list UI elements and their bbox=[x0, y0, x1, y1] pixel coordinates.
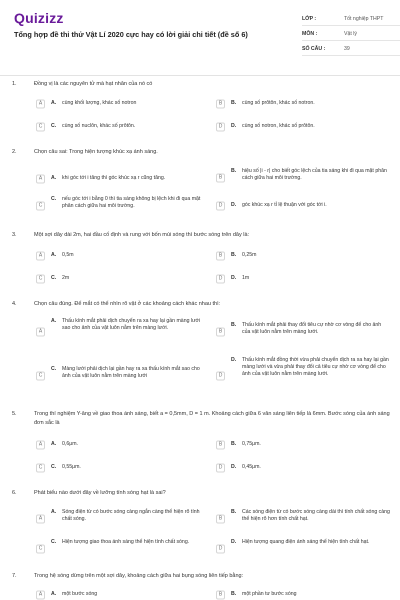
option-text: khi góc tới i tăng thì góc khúc xạ r cũng tăng. bbox=[62, 175, 166, 181]
option-letter-box: D bbox=[216, 275, 225, 284]
option-text: 0,25m bbox=[242, 252, 257, 258]
option-letter-box: B bbox=[216, 252, 225, 261]
question-2 bbox=[12, 148, 392, 209]
question-header bbox=[12, 300, 392, 309]
option-label: D. bbox=[231, 357, 237, 363]
option-a[interactable] bbox=[36, 440, 206, 450]
option-letter-box: B bbox=[216, 591, 225, 600]
option-text: Thấu kính mắt phải thay đổi tiêu cự nhờ cơ vòng để cho ảnh của vật luôn nằm trên màng lưới. bbox=[242, 322, 382, 335]
option-label: B. bbox=[231, 322, 237, 328]
option-text: hiệu số |i - r| cho biết góc lệch của tia sáng khi đi qua mặt phân cách giữa hai môi trường. bbox=[242, 168, 387, 181]
option-letter-box: C bbox=[36, 545, 45, 554]
question-text: Phát biểu nào dưới đây về lưỡng tính sóng hạt là sai? bbox=[34, 490, 166, 496]
option-a[interactable] bbox=[36, 590, 206, 600]
question-4 bbox=[12, 300, 392, 379]
option-letter-box: B bbox=[216, 328, 225, 337]
option-text: nếu góc tới i bằng 0 thì tia sáng không bị lệch khi đi qua mặt phân cách giữa hai môi trường. bbox=[62, 196, 201, 209]
option-text: cùng khối lượng, khác số notron bbox=[62, 100, 137, 106]
question-7 bbox=[12, 572, 392, 598]
question-number: 2. bbox=[12, 149, 17, 155]
option-label: D. bbox=[231, 202, 237, 208]
document-title: Tổng hợp đề thi thử Vật Lí 2020 cực hay có lời giải chi tiết (đề số 6) bbox=[14, 30, 248, 39]
question-number: 5. bbox=[12, 411, 17, 417]
option-b[interactable] bbox=[216, 99, 390, 109]
meta-value: 39 bbox=[344, 46, 350, 52]
option-text: Thấu kính mắt đồng thời vừa phải chuyển dịch ra xa hay lại gần màng lưới và vừa phải thay đổi cả tiêu cự nhờ cơ vòng để cho ảnh của vật luôn nằm trên màng lưới. bbox=[242, 357, 389, 377]
option-a[interactable] bbox=[36, 318, 206, 346]
option-letter-box: C bbox=[36, 464, 45, 473]
option-label: A. bbox=[51, 318, 57, 324]
option-label: B. bbox=[231, 509, 237, 515]
option-text: 0,6μm. bbox=[62, 441, 78, 447]
option-c[interactable] bbox=[36, 196, 206, 216]
question-3 bbox=[12, 231, 392, 282]
option-c[interactable] bbox=[36, 274, 206, 284]
question-text: Trong hệ sóng dừng trên một sợi dây, khoảng cách giữa hai bụng sóng liên tiếp bằng: bbox=[34, 573, 244, 579]
meta-label: MÔN : bbox=[302, 31, 318, 37]
option-a[interactable] bbox=[36, 251, 206, 261]
option-letter-box: D bbox=[216, 464, 225, 473]
meta-label: LỚP : bbox=[302, 16, 317, 22]
option-letter-box: C bbox=[36, 202, 45, 211]
header-divider bbox=[0, 75, 400, 76]
option-label: D. bbox=[231, 539, 237, 545]
option-d[interactable] bbox=[216, 200, 390, 212]
question-header bbox=[12, 231, 392, 240]
option-label: D. bbox=[231, 123, 237, 129]
option-a[interactable] bbox=[36, 172, 206, 186]
option-b[interactable] bbox=[216, 168, 390, 188]
option-label: A. bbox=[51, 591, 57, 597]
question-header bbox=[12, 80, 392, 89]
option-text: cùng số prôtôn, khác số notron. bbox=[242, 100, 315, 106]
option-label: A. bbox=[51, 509, 57, 515]
question-header bbox=[12, 572, 392, 581]
option-letter-box: B bbox=[216, 441, 225, 450]
option-label: A. bbox=[51, 100, 57, 106]
option-text: góc khúc xạ r tỉ lệ thuận với góc tới i. bbox=[242, 202, 327, 208]
option-label: B. bbox=[231, 100, 237, 106]
option-label: B. bbox=[231, 168, 237, 174]
option-b[interactable] bbox=[216, 251, 390, 261]
question-text: Đồng vị là các nguyên tử mà hạt nhân của nó có bbox=[34, 81, 153, 87]
option-label: D. bbox=[231, 464, 237, 470]
option-letter-box: D bbox=[216, 372, 225, 381]
option-d[interactable] bbox=[216, 539, 390, 559]
question-number: 7. bbox=[12, 573, 17, 579]
option-d[interactable] bbox=[216, 274, 390, 284]
option-letter-box: C bbox=[36, 275, 45, 284]
option-c[interactable] bbox=[36, 122, 206, 132]
option-text: 1m bbox=[242, 275, 250, 281]
option-text: 0,45μm. bbox=[242, 464, 261, 470]
option-text: một phần tư bước sóng bbox=[242, 591, 297, 597]
option-letter-box: B bbox=[216, 515, 225, 524]
option-letter-box: B bbox=[216, 174, 225, 183]
option-c[interactable] bbox=[36, 463, 206, 473]
option-text: một bước sóng bbox=[62, 591, 98, 597]
question-header bbox=[12, 148, 392, 157]
option-a[interactable] bbox=[36, 509, 206, 529]
option-label: C. bbox=[51, 123, 57, 129]
question-5 bbox=[12, 410, 392, 471]
meta-value: Tốt nghiệp THPT bbox=[344, 16, 384, 22]
question-6 bbox=[12, 489, 392, 552]
option-label: C. bbox=[51, 196, 57, 202]
option-label: A. bbox=[51, 175, 57, 181]
option-letter-box: A bbox=[36, 515, 45, 524]
quizizz-logo: Quizizz bbox=[14, 10, 64, 26]
option-text: Thấu kính mắt phải dịch chuyển ra xa hay lại gần màng lưới sao cho ảnh của vật luôn nằm trên màng lưới. bbox=[62, 318, 201, 331]
question-text: Trong thí nghiệm Y-âng về giao thoa ánh sáng, biết a = 0,5mm, D = 1 m. Khoảng cách giữa 6 vân sáng liên tiếp là 6mm. Bước sóng của ánh sáng đơn sắc là bbox=[34, 411, 390, 426]
option-text: Hiện tượng giao thoa ánh sáng thể hiện tính chất sóng. bbox=[62, 539, 190, 545]
question-text: Chọn câu đúng. Để mắt có thể nhìn rõ vật ở các khoảng cách khác nhau thì: bbox=[34, 301, 221, 307]
option-a[interactable] bbox=[36, 99, 206, 109]
option-d[interactable] bbox=[216, 122, 390, 132]
option-label: B. bbox=[231, 252, 237, 258]
option-label: C. bbox=[51, 275, 57, 281]
option-letter-box: B bbox=[216, 100, 225, 109]
question-number: 1. bbox=[12, 81, 17, 87]
question-1 bbox=[12, 80, 392, 130]
meta-row-subject bbox=[302, 29, 400, 41]
option-label: B. bbox=[231, 591, 237, 597]
option-text: Sóng điện từ có bước sóng càng ngắn càng thể hiện rõ tính chất sóng. bbox=[62, 509, 200, 522]
meta-row-count bbox=[302, 44, 400, 56]
meta-row-class bbox=[302, 14, 400, 26]
document-meta bbox=[302, 14, 400, 59]
option-text: Hiện tượng quang điện ánh sáng thể hiện tính chất hạt. bbox=[242, 539, 370, 545]
option-letter-box: A bbox=[36, 328, 45, 337]
question-text: Chọn câu sai: Trong hiện tượng khúc xạ ánh sáng. bbox=[34, 149, 158, 155]
option-label: D. bbox=[231, 275, 237, 281]
option-label: C. bbox=[51, 464, 57, 470]
option-c[interactable] bbox=[36, 366, 206, 386]
option-text: 0,55μm. bbox=[62, 464, 81, 470]
option-letter-box: C bbox=[36, 123, 45, 132]
option-text: Màng lưới phải dịch lại gần hay ra xa thấu kính mắt sao cho ảnh của vật luôn nằm trên màng lưới bbox=[62, 366, 200, 379]
question-text: Một sợi dây dài 2m, hai đầu cố định và rung với bốn múi sóng thì bước sóng trên dây là: bbox=[34, 232, 250, 238]
option-text: cùng số nuclôn, khác số prôtôn. bbox=[62, 123, 136, 129]
question-header bbox=[12, 410, 392, 428]
option-text: Các sóng điện từ có bước sóng càng dài thì tính chất sóng càng thể hiện rõ hơn tính chất hạt. bbox=[242, 509, 390, 522]
option-text: 0,5m bbox=[62, 252, 74, 258]
option-label: C. bbox=[51, 539, 57, 545]
option-letter-box: D bbox=[216, 545, 225, 554]
option-letter-box: A bbox=[36, 175, 45, 184]
question-header bbox=[12, 489, 392, 498]
option-b[interactable] bbox=[216, 509, 390, 529]
option-text: 2m bbox=[62, 275, 70, 281]
option-letter-box: A bbox=[36, 252, 45, 261]
option-label: B. bbox=[231, 441, 237, 447]
option-label: A. bbox=[51, 252, 57, 258]
meta-label: SỐ CÂU : bbox=[302, 46, 326, 52]
question-number: 4. bbox=[12, 301, 17, 307]
option-letter-box: A bbox=[36, 441, 45, 450]
question-number: 6. bbox=[12, 490, 17, 496]
option-text: cùng số notron, khác số prôtôn. bbox=[242, 123, 315, 129]
option-text: 0,75μm. bbox=[242, 441, 261, 447]
option-b[interactable] bbox=[216, 322, 390, 342]
option-letter-box: A bbox=[36, 100, 45, 109]
option-b[interactable] bbox=[216, 590, 390, 600]
document-header bbox=[12, 8, 392, 70]
question-number: 3. bbox=[12, 232, 17, 238]
meta-value: Vật lý bbox=[344, 31, 357, 37]
option-c[interactable] bbox=[36, 539, 206, 559]
option-letter-box: D bbox=[216, 123, 225, 132]
option-d[interactable] bbox=[216, 463, 390, 473]
option-d[interactable] bbox=[216, 357, 390, 395]
option-letter-box: A bbox=[36, 591, 45, 600]
option-label: A. bbox=[51, 441, 57, 447]
option-label: C. bbox=[51, 366, 57, 372]
option-letter-box: D bbox=[216, 202, 225, 211]
option-b[interactable] bbox=[216, 440, 390, 450]
option-letter-box: C bbox=[36, 372, 45, 381]
